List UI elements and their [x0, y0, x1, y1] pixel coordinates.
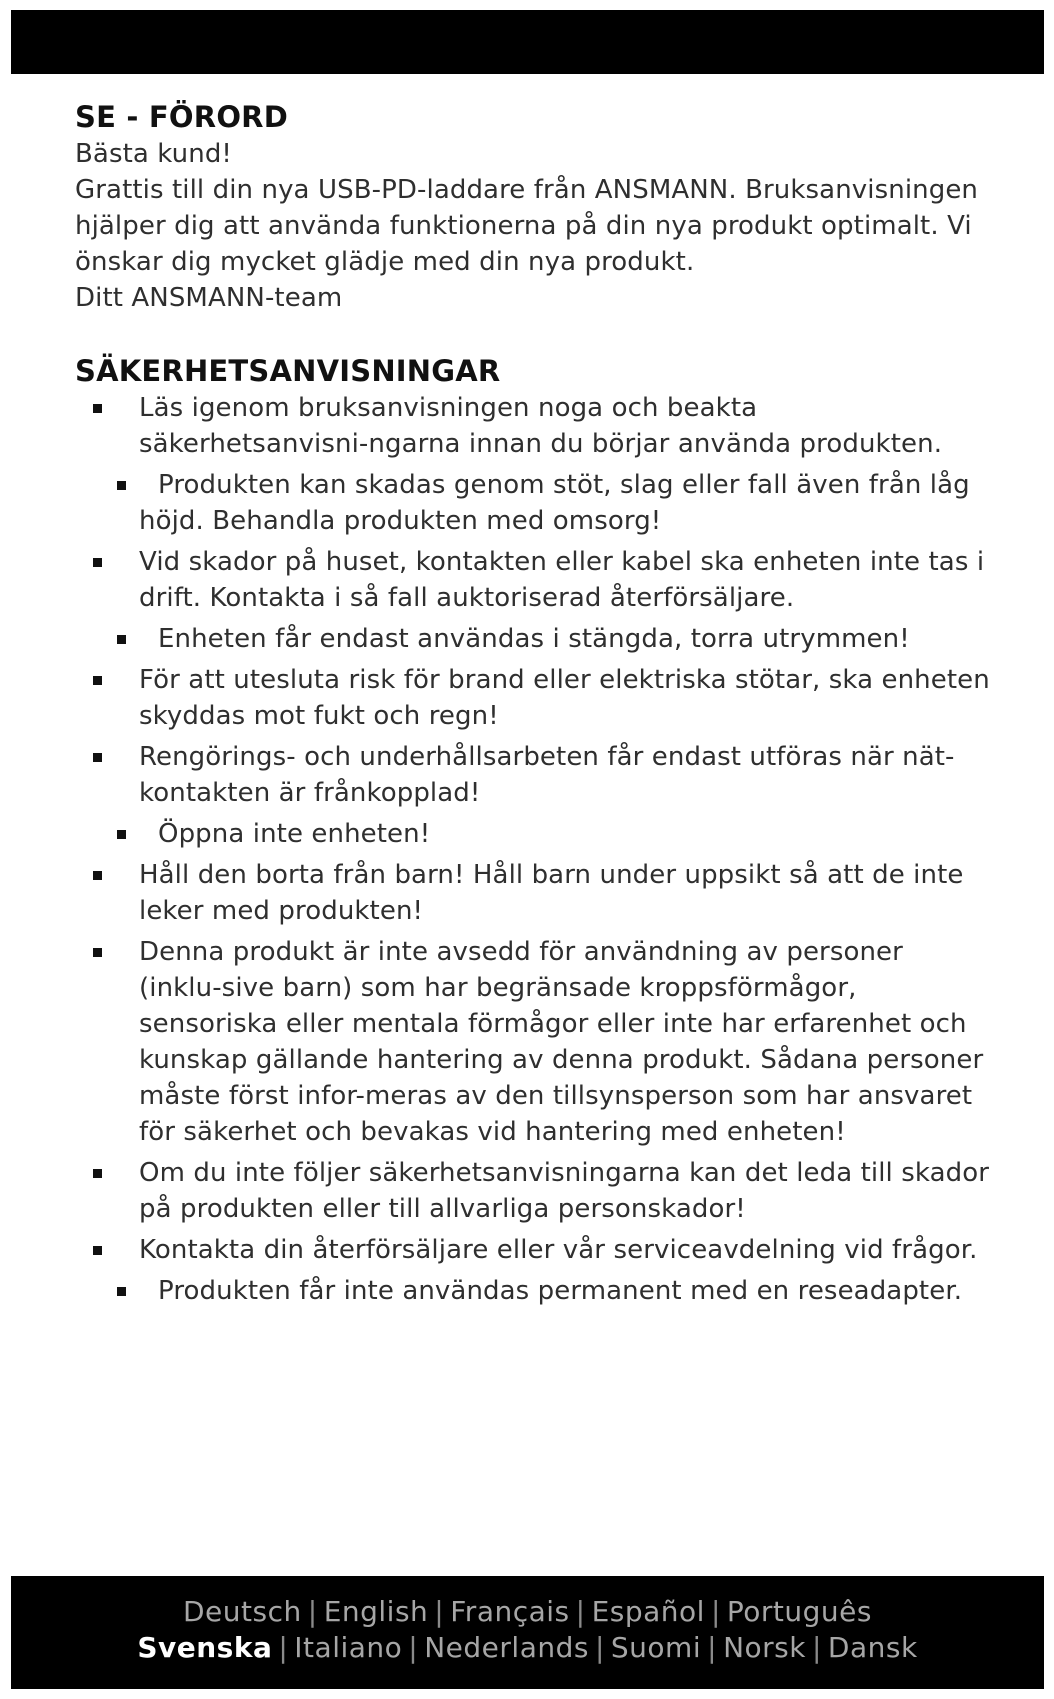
list-item	[75, 544, 990, 616]
list-item	[75, 934, 990, 1150]
lang-link-italiano[interactable]: Italiano	[294, 1631, 403, 1664]
list-item-text: Läs igenom bruksanvisningen noga och beakta säkerhetsanvisni-ngarna innan du börjar använda produkten.	[139, 393, 943, 459]
list-item-text: Rengörings- och underhållsarbeten får endast utföras när nät-kontakten är frånkopplad!	[139, 742, 955, 808]
language-separator: |	[408, 1631, 419, 1664]
preface-heading: SE - FÖRORD	[75, 100, 288, 134]
language-separator: |	[575, 1595, 586, 1628]
lang-link-dansk[interactable]: Dansk	[827, 1631, 918, 1664]
language-separator: |	[307, 1595, 318, 1628]
square-bullet-icon	[93, 1246, 102, 1255]
language-row-2	[11, 1630, 1044, 1666]
list-item-text: Produkten kan skadas genom stöt, slag eller fall även från låg	[158, 470, 970, 500]
lang-link-english[interactable]: English	[323, 1595, 429, 1628]
lang-link-portugues[interactable]: Português	[726, 1595, 872, 1628]
list-item	[75, 1273, 990, 1309]
lang-link-francais[interactable]: Français	[450, 1595, 570, 1628]
lang-link-deutsch[interactable]: Deutsch	[183, 1595, 302, 1628]
language-separator: |	[710, 1595, 721, 1628]
list-item	[75, 662, 990, 734]
list-item-text: Om du inte följer säkerhetsanvisningarna kan det leda till skador på produkten eller till allvarliga personskador!	[139, 1158, 990, 1224]
safety-heading: SÄKERHETSANVISNINGAR	[75, 354, 501, 388]
list-item	[75, 857, 990, 929]
preface-body: Grattis till din nya USB-PD-laddare från ANSMANN. Bruksanvisningen hjälper dig att använda funktionerna på din nya produkt optimalt. Vi önskar dig mycket glädje med din nya produkt.	[75, 175, 979, 277]
language-footer	[11, 1576, 1044, 1689]
square-bullet-icon	[93, 1169, 102, 1178]
square-bullet-icon	[93, 753, 102, 762]
safety-section	[75, 352, 990, 1309]
list-item	[75, 816, 990, 852]
preface-signoff: Ditt ANSMANN-team	[75, 283, 343, 313]
list-item-text: Denna produkt är inte avsedd för användning av personer (inklu-sive barn) som har begränsade kroppsförmågor, sensoriska eller mentala förmågor eller inte har erfarenhet och kunskap gällande hantering av denna produkt. Sådana personer måste först infor-meras av den tillsynsperson som har ansvaret för säkerhet och bevakas vid hantering med enheten!	[139, 937, 984, 1147]
square-bullet-icon	[117, 1287, 126, 1296]
list-item-text: Öppna inte enheten!	[158, 819, 431, 849]
top-black-bar	[11, 10, 1044, 74]
square-bullet-icon	[117, 830, 126, 839]
page-content	[75, 98, 990, 1314]
language-separator: |	[434, 1595, 445, 1628]
square-bullet-icon	[93, 948, 102, 957]
square-bullet-icon	[93, 871, 102, 880]
square-bullet-icon	[117, 481, 126, 490]
lang-link-suomi[interactable]: Suomi	[610, 1631, 702, 1664]
list-item-text: För att utesluta risk för brand eller elektriska stötar, ska enheten skyddas mot fukt och regn!	[139, 665, 990, 731]
list-item	[75, 1232, 990, 1268]
list-item	[75, 621, 990, 657]
lang-link-svenska-active[interactable]: Svenska	[137, 1631, 273, 1664]
lang-link-norsk[interactable]: Norsk	[723, 1631, 806, 1664]
list-item-text: Kontakta din återförsäljare eller vår serviceavdelning vid frågor.	[139, 1235, 978, 1265]
language-row-1	[11, 1594, 1044, 1630]
list-item-text: Vid skador på huset, kontakten eller kabel ska enheten inte tas i drift. Kontakta i så fall auktoriserad återförsäljare.	[139, 547, 985, 613]
language-separator: |	[278, 1631, 289, 1664]
safety-list	[75, 390, 990, 1309]
square-bullet-icon	[93, 676, 102, 685]
language-separator: |	[811, 1631, 822, 1664]
square-bullet-icon	[117, 635, 126, 644]
list-item-text: Enheten får endast användas i stängda, torra utrymmen!	[158, 624, 910, 654]
list-item-text: Produkten får inte användas permanent med en reseadapter.	[158, 1276, 963, 1306]
preface-greeting: Bästa kund!	[75, 139, 232, 169]
lang-link-nederlands[interactable]: Nederlands	[424, 1631, 589, 1664]
list-item	[75, 739, 990, 811]
language-separator: |	[707, 1631, 718, 1664]
square-bullet-icon	[93, 404, 102, 413]
list-item-text: Håll den borta från barn! Håll barn under uppsikt så att de inte leker med produkten!	[139, 860, 964, 926]
list-item-text-continued: höjd. Behandla produkten med omsorg!	[139, 506, 662, 536]
list-item	[75, 390, 990, 462]
preface-section	[75, 98, 990, 316]
lang-link-espanol[interactable]: Español	[591, 1595, 705, 1628]
list-item	[75, 467, 990, 539]
square-bullet-icon	[93, 558, 102, 567]
language-separator: |	[594, 1631, 605, 1664]
list-item	[75, 1155, 990, 1227]
